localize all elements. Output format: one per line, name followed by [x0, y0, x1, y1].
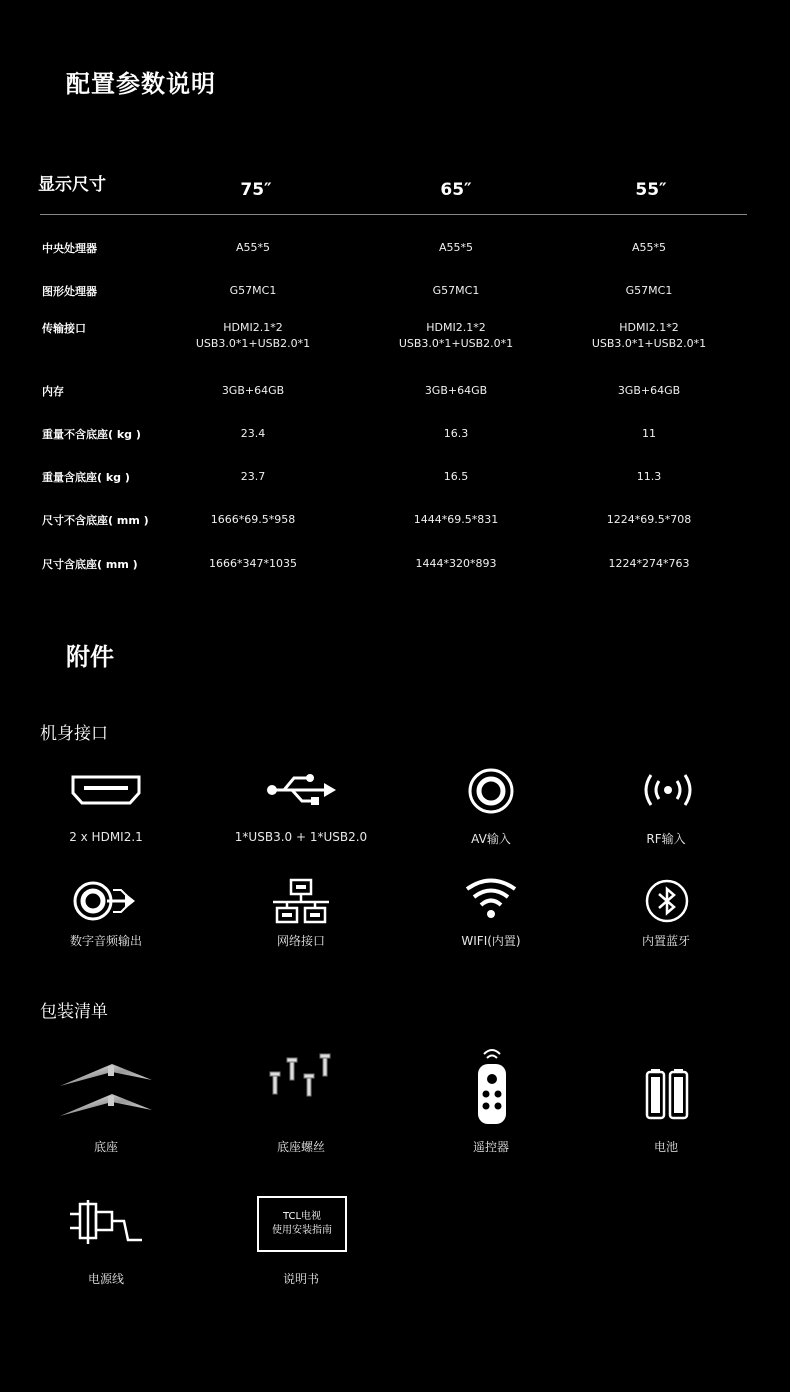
usb-icon: [266, 770, 338, 810]
port-caption-audio: 数字音频输出: [69, 934, 142, 948]
spec-row-label: 尺寸不含底座( mm ): [42, 514, 149, 527]
spec-cell: HDMI2.1*2 USB3.0*1+USB2.0*1: [195, 321, 311, 350]
spec-cell: 1224*274*763: [608, 557, 690, 570]
spec-cell: A55*5: [631, 241, 667, 254]
size-55: 55″: [635, 180, 667, 200]
spec-cell: 23.7: [240, 470, 266, 483]
port-caption-wifi: WIFI(内置): [461, 934, 521, 948]
package-caption-stand: 底座: [93, 1140, 118, 1154]
header-divider: [40, 214, 747, 215]
spec-cell: 3GB+64GB: [221, 384, 285, 397]
spec-cell: 1444*320*893: [415, 557, 497, 570]
spec-cell: A55*5: [235, 241, 271, 254]
spec-row-label: 重量不含底座( kg ): [42, 428, 141, 441]
wifi-icon: [465, 878, 517, 922]
spec-cell: 1666*69.5*958: [210, 513, 296, 526]
audio-out-icon: [73, 878, 137, 924]
spec-cell: HDMI2.1*2 USB3.0*1+USB2.0*1: [398, 321, 514, 350]
spec-row-label: 图形处理器: [42, 285, 97, 298]
port-caption-bluetooth: 内置蓝牙: [641, 934, 690, 948]
spec-row-label: 中央处理器: [42, 242, 97, 255]
size-label: 显示尺寸: [38, 175, 106, 195]
manual-title-text: TCL电视: [282, 1211, 322, 1222]
network-icon: [271, 878, 331, 924]
port-caption-rf: RF输入: [646, 832, 686, 846]
spec-cell: 16.3: [443, 427, 469, 440]
remote-icon: [474, 1046, 510, 1126]
size-65: 65″: [440, 180, 472, 200]
bluetooth-icon: [644, 878, 690, 924]
spec-row-label: 尺寸含底座( mm ): [42, 558, 138, 571]
port-caption-usb: 1*USB3.0 + 1*USB2.0: [234, 830, 368, 844]
size-75: 75″: [240, 180, 272, 200]
spec-cell: 16.5: [443, 470, 469, 483]
power-cord-icon: [68, 1198, 144, 1248]
rf-icon: [640, 770, 696, 810]
spec-cell: 3GB+64GB: [617, 384, 681, 397]
spec-cell: A55*5: [438, 241, 474, 254]
accessories-title: 附件: [66, 643, 114, 671]
port-caption-network: 网络接口: [276, 934, 325, 948]
spec-cell: 11: [642, 427, 656, 440]
spec-row-label: 内存: [42, 385, 64, 398]
package-caption-battery: 电池: [653, 1140, 678, 1154]
port-caption-av: AV输入: [471, 832, 511, 846]
spec-cell: 1444*69.5*831: [413, 513, 499, 526]
spec-cell: G57MC1: [432, 284, 480, 297]
port-caption-hdmi: 2 x HDMI2.1: [69, 830, 143, 844]
ports-title: 机身接口: [40, 724, 108, 744]
spec-cell: 1224*69.5*708: [606, 513, 692, 526]
spec-cell: HDMI2.1*2 USB3.0*1+USB2.0*1: [591, 321, 707, 350]
package-caption-screws: 底座螺丝: [276, 1140, 325, 1154]
page-title: 配置参数说明: [66, 70, 216, 98]
hdmi-icon: [70, 774, 142, 806]
package-title: 包装清单: [40, 1002, 108, 1022]
spec-row-label: 重量含底座( kg ): [42, 471, 130, 484]
spec-row-label: 传输接口: [42, 322, 86, 335]
package-caption-power-cord: 电源线: [87, 1272, 124, 1286]
spec-cell: G57MC1: [625, 284, 673, 297]
package-caption-manual: 说明书: [282, 1272, 319, 1286]
spec-cell: G57MC1: [229, 284, 277, 297]
screws-icon: [268, 1050, 336, 1100]
spec-cell: 1666*347*1035: [209, 557, 297, 570]
battery-icon: [644, 1068, 690, 1120]
manual-subtitle-text: 使用安装指南: [272, 1225, 332, 1236]
spec-cell: 23.4: [240, 427, 266, 440]
spec-cell: 11.3: [636, 470, 662, 483]
spec-cell: 3GB+64GB: [424, 384, 488, 397]
av-icon: [467, 767, 515, 815]
package-caption-remote: 遥控器: [472, 1140, 509, 1154]
manual-icon: [257, 1196, 347, 1252]
stand-icon: [56, 1058, 156, 1120]
